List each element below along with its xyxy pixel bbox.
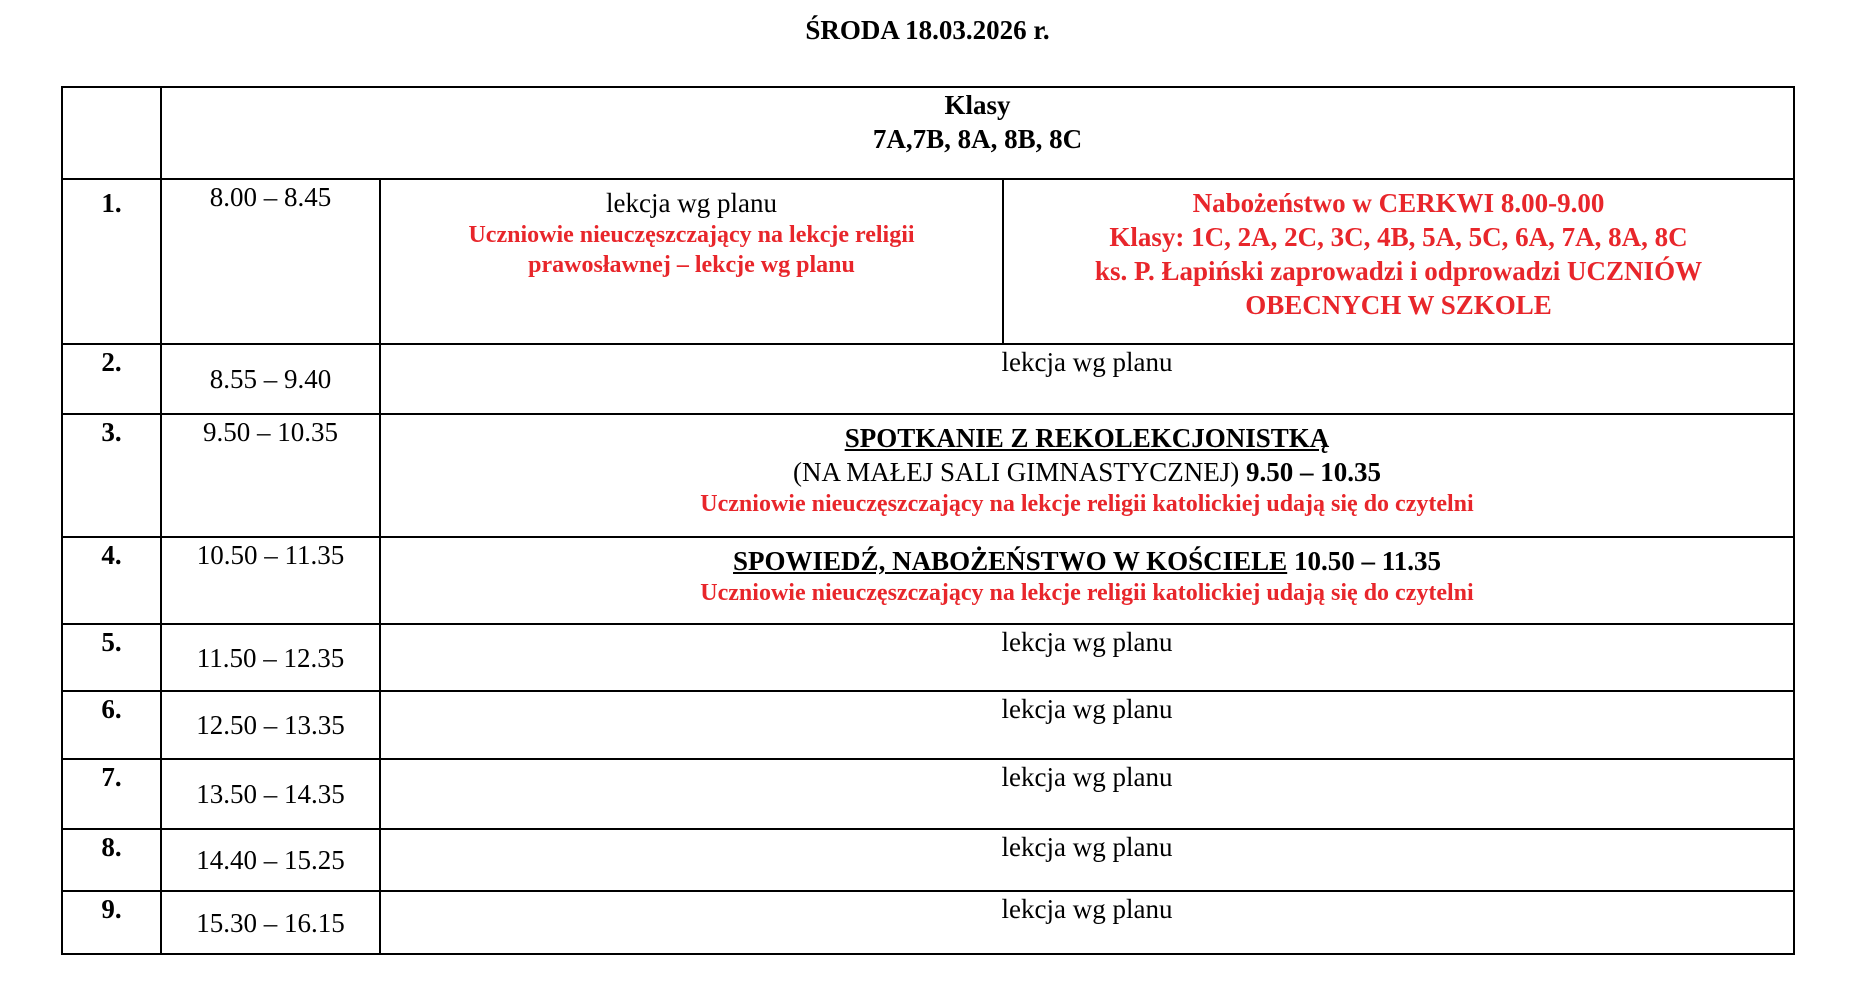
period-number: 2. [62, 344, 161, 414]
period-number: 6. [62, 691, 161, 759]
lesson-text: lekcja wg planu [380, 759, 1794, 829]
service-title: Nabożeństwo w CERKWI 8.00-9.00 [1192, 188, 1605, 218]
event-heading-line [381, 544, 1793, 578]
event-place-line [381, 455, 1793, 489]
period-number: 9. [62, 891, 161, 954]
table-row [62, 414, 1794, 537]
event-cell [380, 414, 1794, 537]
period-time: 11.50 – 12.35 [161, 624, 380, 691]
service-classes: Klasy: 1C, 2A, 2C, 3C, 4B, 5A, 5C, 6A, 7A, 8A, 8C [1109, 222, 1688, 252]
event-time: 10.50 – 11.35 [1293, 546, 1441, 576]
note-line: Uczniowie nieuczęszczający na lekcje religii katolickiej udają się do czytelni [700, 580, 1474, 606]
page-title: ŚRODA 18.03.2026 r. [805, 15, 1050, 45]
lesson-text: lekcja wg planu [380, 344, 1794, 414]
schedule-table [61, 86, 1795, 955]
table-row [62, 891, 1794, 954]
period-time: 8.55 – 9.40 [161, 344, 380, 414]
classes-list: 7A,7B, 8A, 8B, 8C [872, 124, 1083, 154]
table-row [62, 179, 1794, 344]
event-place: (NA MAŁEJ SALI GIMNASTYCZNEJ) [793, 457, 1240, 487]
period-number: 8. [62, 829, 161, 891]
lesson-cell-left [380, 179, 1003, 344]
lesson-text: lekcja wg planu [380, 829, 1794, 891]
period-number: 4. [62, 537, 161, 624]
table-row [62, 344, 1794, 414]
event-heading: SPOTKANIE Z REKOLEKCJONISTKĄ [844, 423, 1330, 453]
period-time: 15.30 – 16.15 [161, 891, 380, 954]
period-number: 3. [62, 414, 161, 537]
period-number: 5. [62, 624, 161, 691]
classes-label: Klasy [944, 90, 1011, 120]
service-cell [1003, 179, 1794, 344]
period-time: 13.50 – 14.35 [161, 759, 380, 829]
header-row [62, 87, 1794, 179]
table-row [62, 759, 1794, 829]
period-time: 12.50 – 13.35 [161, 691, 380, 759]
lesson-text: lekcja wg planu [380, 691, 1794, 759]
service-note: OBECNYCH W SZKOLE [1245, 290, 1552, 320]
table-row [62, 537, 1794, 624]
period-time: 9.50 – 10.35 [161, 414, 380, 537]
event-time: 9.50 – 10.35 [1246, 457, 1381, 487]
period-time: 14.40 – 15.25 [161, 829, 380, 891]
table-row [62, 624, 1794, 691]
event-heading: SPOWIEDŹ, NABOŻEŃSTWO W KOŚCIELE [733, 546, 1288, 576]
table-row [62, 829, 1794, 891]
period-number: 1. [62, 179, 161, 344]
header-empty-cell [62, 87, 161, 179]
note-line: Uczniowie nieuczęszczający na lekcje religii katolickiej udają się do czytelni [700, 491, 1474, 517]
period-number: 7. [62, 759, 161, 829]
period-time: 10.50 – 11.35 [161, 537, 380, 624]
service-note: ks. P. Łapiński zaprowadzi i odprowadzi UCZNIÓW [1094, 256, 1703, 286]
classes-header [161, 87, 1794, 179]
note-line: prawosławnej – lekcje wg planu [528, 252, 855, 278]
table-row [62, 691, 1794, 759]
lesson-text: lekcja wg planu [380, 891, 1794, 954]
event-cell [380, 537, 1794, 624]
note-line: Uczniowie nieuczęszczający na lekcje religii [468, 222, 915, 248]
lesson-text: lekcja wg planu [380, 624, 1794, 691]
period-time: 8.00 – 8.45 [161, 179, 380, 344]
lesson-text: lekcja wg planu [606, 188, 777, 218]
